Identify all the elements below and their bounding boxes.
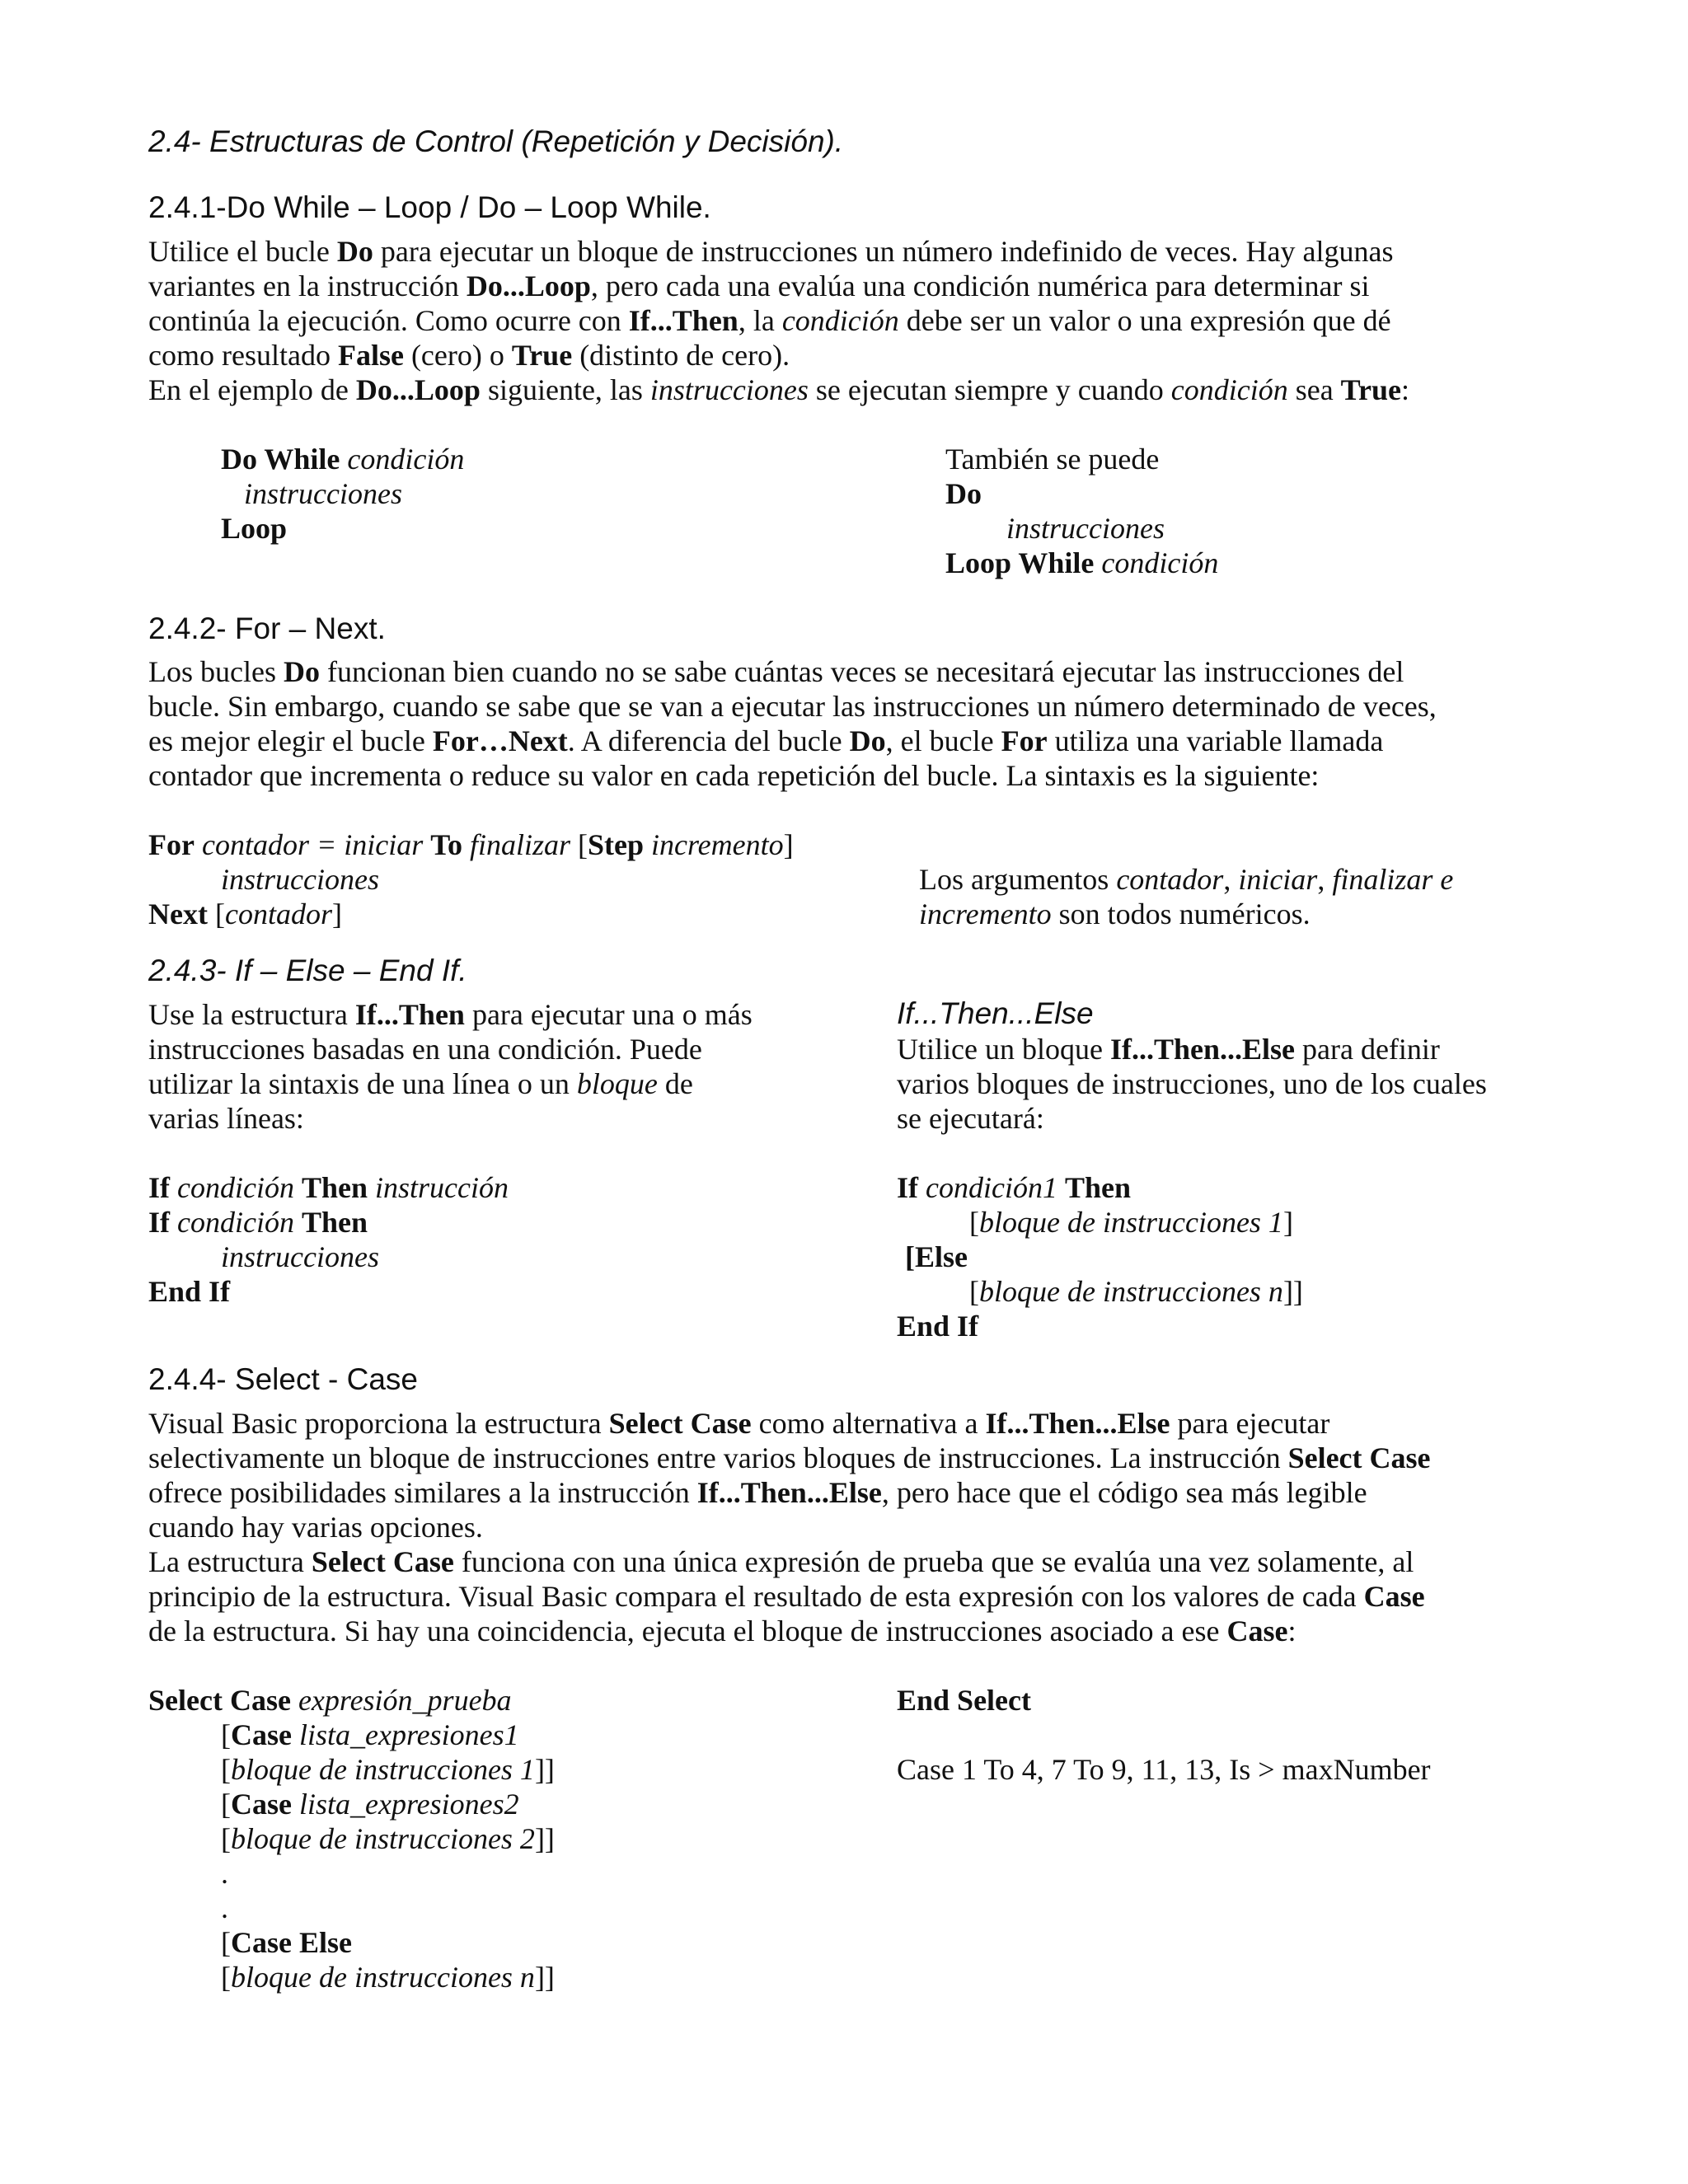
- code-do-while-loop: Do While condición instrucciones Loop: [221, 443, 465, 545]
- section-title-2-4-2: 2.4.2- For – Next.: [148, 612, 386, 645]
- paragraph-line: La estructura Select Case funciona con una única expresión de prueba que se evalúa una vez solamente, al: [148, 1545, 1414, 1578]
- code-select-case-right: End Select Case 1 To 4, 7 To 9, 11, 13, Is > maxNumber: [897, 1684, 1431, 1786]
- paragraph-line: Utilice el bucle Do para ejecutar un bloque de instrucciones un número indefinido de veces. Hay algunas: [148, 235, 1394, 268]
- section-title-2-4-3: 2.4.3- If – Else – End If.: [148, 954, 467, 987]
- paragraph-line: continúa la ejecución. Como ocurre con If...Then, la condición debe ser un valor o una expresión que dé: [148, 304, 1391, 337]
- subsection-title-if-then-else: If...Then...Else: [897, 996, 1094, 1030]
- if-then-else-description: Utilice un bloque If...Then...Else para definir varios bloques de instrucciones, uno de los cuales se ejecutará:: [897, 1033, 1487, 1135]
- section-title-2-4-4: 2.4.4- Select - Case: [148, 1362, 418, 1396]
- paragraph-line: de la estructura. Si hay una coincidencia, ejecuta el bloque de instrucciones asociado a ese Case:: [148, 1615, 1296, 1647]
- code-if-then: If condición Then instrucción If condición Then instrucciones End If: [148, 1171, 509, 1308]
- paragraph-line: Los bucles Do funcionan bien cuando no se sabe cuántas veces se necesitará ejecutar las instrucciones del: [148, 655, 1404, 688]
- paragraph-line: contador que incrementa o reduce su valor en cada repetición del bucle. La sintaxis es la siguiente:: [148, 759, 1320, 792]
- paragraph-line: es mejor elegir el bucle For…Next. A diferencia del bucle Do, el bucle For utiliza una variable llamada: [148, 724, 1384, 757]
- paragraph-line: como resultado False (cero) o True (distinto de cero).: [148, 339, 790, 372]
- code-if-then-else: If condición1 Then [bloque de instrucciones 1] [Else [bloque de instrucciones n]] End If: [897, 1171, 1303, 1343]
- paragraph-line: cuando hay varias opciones.: [148, 1511, 483, 1544]
- paragraph-line: variantes en la instrucción Do...Loop, pero cada una evalúa una condición numérica para determinar si: [148, 269, 1370, 302]
- for-arguments-note: Los argumentos contador, iniciar, finalizar e incremento son todos numéricos.: [919, 863, 1454, 930]
- code-select-case: Select Case expresión_prueba [Case lista_expresiones1 [bloque de instrucciones 1]] [Case lista_expresiones2 [bloque de instrucciones 2]] . . [Case Else [bloque de instrucciones n]]: [148, 1684, 555, 1994]
- code-do-loop-while: También se puede Do instrucciones Loop While condición: [945, 443, 1219, 579]
- section-title-2-4: 2.4- Estructuras de Control (Repetición y Decisión).: [148, 124, 844, 158]
- paragraph-line: ofrece posibilidades similares a la instrucción If...Then...Else, pero hace que el código sea más legible: [148, 1476, 1367, 1509]
- paragraph-line: Visual Basic proporciona la estructura Select Case como alternativa a If...Then...Else para ejecutar: [148, 1407, 1330, 1440]
- paragraph-line: principio de la estructura. Visual Basic compara el resultado de esta expresión con los valores de cada Case: [148, 1580, 1425, 1613]
- paragraph-line: selectivamente un bloque de instrucciones entre varios bloques de instrucciones. La instrucción Select Case: [148, 1441, 1431, 1474]
- paragraph-line: En el ejemplo de Do...Loop siguiente, las instrucciones se ejecutan siempre y cuando condición sea True:: [148, 373, 1410, 406]
- paragraph-line: bucle. Sin embargo, cuando se sabe que se van a ejecutar las instrucciones un número determinado de veces,: [148, 690, 1437, 723]
- if-then-description: Use la estructura If...Then para ejecutar una o más instrucciones basadas en una condición. Puede utilizar la sintaxis de una línea o un bloque de varias líneas:: [148, 998, 753, 1135]
- code-for-next: For contador = iniciar To finalizar [Step incremento] instrucciones Next [contador]: [148, 828, 794, 930]
- section-title-2-4-1: 2.4.1-Do While – Loop / Do – Loop While.: [148, 190, 711, 224]
